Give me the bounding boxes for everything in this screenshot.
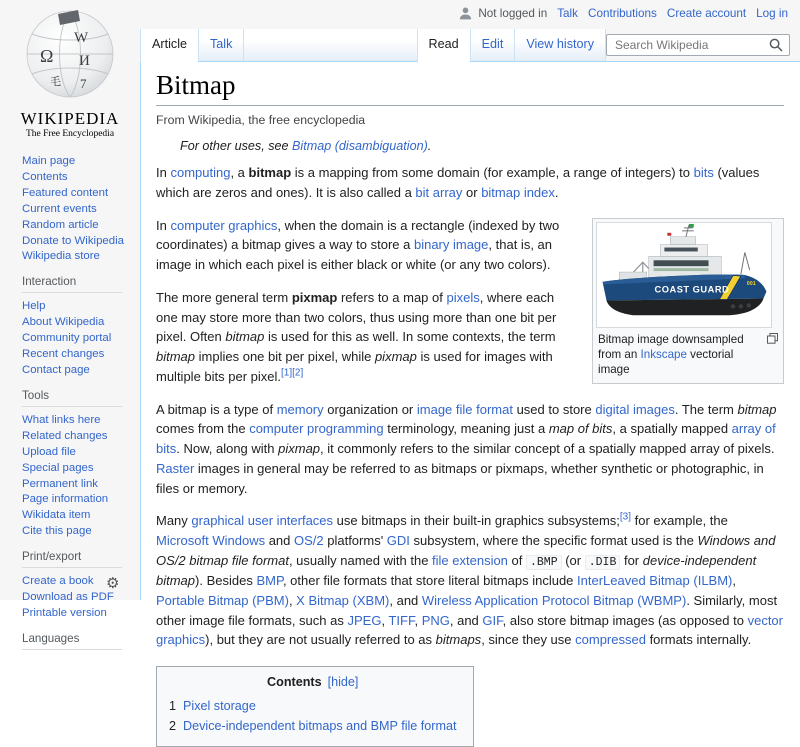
ship-hull-text: COAST GUARD [654,284,730,295]
toc [156,666,474,747]
sidebar-section [22,632,134,650]
text-segment: , it commonly refers to the similar concept of a spatially mapped array of pixels. [320,441,775,456]
paragraph [156,400,784,499]
text-segment: subsystem, where the specific format used is the [409,533,698,548]
text-link[interactable]: bitmap index [481,184,555,200]
sidebar-section-title: Languages [22,632,122,650]
tab-bar [140,29,800,62]
paragraph [156,163,784,203]
tab-view-history[interactable] [514,29,606,61]
text-link[interactable]: Wireless Application Protocol Bitmap (WBMP) [421,592,687,608]
toc-link-device-independent-bitmaps-and-bmp-file-format[interactable]: Device-independent bitmaps and BMP file format [183,719,457,734]
tab-label: View history [526,37,594,51]
sidebar-item [22,169,134,185]
globe-glyph: 7 [80,76,87,91]
text-segment: , that is, an image in which each pixel is either black or white (or any two colors). [156,237,552,272]
text-segment: bitmap [248,165,292,180]
text-segment: , [732,573,737,589]
sidebar-item [22,314,134,330]
text-segment: for [620,552,643,568]
personal-link-talk[interactable]: Talk [557,7,578,20]
text-link[interactable]: InterLeaved Bitmap (ILBM) [577,573,733,589]
text-segment: bitmaps [435,632,482,648]
text-segment: Windows and OS/2 bitmap file format [156,533,776,568]
sidebar-link-donate-to-wikipedia[interactable]: Donate to Wikipedia [22,234,124,247]
text-link[interactable]: JPEG [347,612,382,628]
text-link[interactable]: Microsoft Windows [156,533,266,548]
sidebar-item [22,248,134,264]
wikipedia-globe-icon [22,8,118,102]
text-segment: , usually named with the [288,552,433,568]
text-link[interactable]: Bitmap (disambiguation) [292,139,428,153]
text-link[interactable]: Portable Bitmap (PBM) [156,592,289,608]
text-link[interactable]: computer programming [249,421,384,437]
search-box [606,34,790,56]
text-segment: In [156,165,171,180]
globe-glyph: Ω [40,46,54,66]
text-link[interactable]: memory [276,401,324,417]
sidebar-link-download-as-pdf[interactable]: Download as PDF [22,591,114,604]
text-segment: .DIB [585,555,621,570]
personal-link-contributions[interactable]: Contributions [588,7,657,20]
sidebar-section [22,389,134,539]
text-segment: , [288,592,297,608]
logo-wordmark: WIKIPEDIA [20,109,120,128]
text-link[interactable]: X Bitmap (XBM) [296,592,390,608]
hatnote [156,139,784,153]
text-segment: use bitmaps in their built-in graphics subsystems; [333,513,620,529]
text-segment: , when the domain is a rectangle (indexed by two coordinates) a bitmap gives a way to store a [156,217,560,253]
sidebar-link-main-page[interactable]: Main page [22,155,76,167]
text-segment: The more general term [156,289,292,305]
wikipedia-logo[interactable] [0,0,140,139]
toc-header [169,675,457,689]
globe-glyph: 毛 [50,76,61,88]
ship-illustration [597,223,771,327]
toc-item [169,696,457,716]
sidebar [0,0,140,645]
text-segment: Bitmap image downsampled from an [598,332,744,361]
search-icon[interactable] [769,38,783,52]
text-segment: Many [156,513,192,529]
text-segment: map of bits [548,421,613,437]
tab-article[interactable] [140,29,198,62]
text-link[interactable]: GDI [386,533,410,548]
sidebar-item [22,476,134,492]
tab-label: Read [428,37,459,51]
sidebar-link-wikipedia-store[interactable]: Wikipedia store [22,250,100,263]
sidebar-link-page-information[interactable]: Page information [22,493,109,506]
sidebar-item [22,362,134,378]
text-segment: used to store [512,401,596,417]
language-settings-gear-icon[interactable]: ⚙ [106,575,120,592]
sidebar-link-current-events[interactable]: Current events [22,202,97,215]
toc-title: Contents [267,675,322,690]
enlarge-icon[interactable] [767,333,778,348]
sidebar-link-featured-content[interactable]: Featured content [22,186,109,199]
sidebar-item [22,346,134,362]
article-body [156,163,784,747]
text-segment: and [265,533,294,548]
sidebar-link-contents[interactable]: Contents [22,170,68,183]
sidebar-link-recent-changes[interactable]: Recent changes [22,348,105,361]
text-link[interactable]: OS/2 [294,533,324,548]
sidebar-link-cite-this-page[interactable]: Cite this page [22,525,92,538]
tab-label: Article [152,37,187,51]
text-segment: for example, the [631,513,728,529]
paragraph [156,511,784,650]
sidebar-link-community-portal[interactable]: Community portal [22,332,112,345]
reference-link[interactable]: [3] [619,511,632,523]
sidebar-item [22,298,134,314]
sidebar-link-special-pages[interactable]: Special pages [22,461,94,474]
text-link[interactable]: computer graphics [170,217,278,233]
text-link[interactable]: computing [170,165,231,180]
text-link[interactable]: compressed [575,632,646,648]
sidebar-link-contact-page[interactable]: Contact page [22,363,90,376]
text-link[interactable]: array of bits [156,421,776,456]
sidebar-nav [0,139,140,650]
globe-glyph: W [74,30,89,46]
text-segment: For other uses, see [180,139,292,153]
sidebar-item [22,217,134,233]
sidebar-item [22,460,134,476]
text-segment: . Now, along with [176,441,279,456]
coast-guard-ship-image[interactable] [596,222,772,328]
text-segment: platforms' [323,533,387,548]
text-segment: , and [389,592,422,608]
page-header [140,0,800,62]
text-segment: bitmap [225,329,265,345]
text-segment: , where each one may store more than two colors, thus using more than one bit per pixel. Often [156,289,557,345]
text-segment: pixmap [291,289,338,305]
text-segment: of [507,552,526,568]
text-segment: device-independent bitmap [156,552,757,589]
sidebar-link-create-a-book[interactable]: Create a book [22,575,94,588]
text-segment: formats internally. [645,632,752,648]
sidebar-item [22,330,134,346]
text-link[interactable]: image file format [416,401,513,417]
sidebar-link-wikidata-item[interactable]: Wikidata item [22,509,91,522]
tab-label: Edit [481,37,504,51]
text-segment: , and [449,612,483,628]
text-segment: images in general may be referred to as bitmaps or pixmaps, whether synthetic or photographic, in files or memory. [156,460,764,496]
sidebar-section [22,275,134,378]
tabs-left [140,29,417,61]
ship-bow-number: 001 [746,280,756,287]
text-segment: is a mapping from some domain (for example, a range of integers) to [291,165,694,180]
text-link[interactable]: digital images [595,401,675,417]
personal-link-log-in[interactable]: Log in [756,7,788,20]
search-input[interactable] [606,34,790,56]
text-segment: bitmap [156,349,196,364]
text-link[interactable]: PNG [421,612,450,628]
sidebar-link-what-links-here[interactable]: What links here [22,413,101,426]
sidebar-link-help[interactable]: Help [22,300,46,313]
personal-link-create-account[interactable]: Create account [666,7,747,20]
toc-list [169,696,457,736]
text-link[interactable]: bit array [415,184,463,200]
sidebar-section-title: Tools [22,389,122,407]
text-link[interactable]: bits [693,165,714,180]
reference-link[interactable]: [1] [281,367,293,379]
reference-link[interactable]: [2] [292,367,304,379]
sidebar-item [22,444,134,460]
text-segment: comes from the [156,421,250,437]
sidebar-item [22,412,134,428]
sidebar-link-permanent-link[interactable]: Permanent link [22,477,98,490]
text-segment: , [414,612,422,628]
text-segment: ). Besides [195,573,257,589]
sidebar-item [22,153,134,169]
text-segment: . The term [674,401,738,417]
text-link[interactable]: binary image [413,237,489,253]
sidebar-item [22,233,134,249]
sidebar-item [22,523,134,539]
text-segment: , since they use [481,632,576,648]
text-segment: or [462,184,482,200]
user-icon [459,7,472,20]
toc-link-pixel-storage[interactable]: Pixel storage [183,699,256,714]
sidebar-item [22,605,134,621]
tab-talk[interactable] [198,29,244,61]
toc-item-number: 1 [169,699,177,714]
sidebar-section-title: Print/export [22,550,122,568]
text-segment: terminology, meaning just a [383,421,549,437]
sidebar-item [22,201,134,217]
text-link[interactable]: GIF [482,612,503,628]
article-content [140,62,800,734]
toc-hide-link[interactable]: [hide] [327,675,359,690]
text-segment: In [156,217,171,233]
text-segment: pixmap [278,441,321,456]
text-segment: . [554,184,559,200]
globe-glyph: И [79,53,90,69]
text-segment: implies one bit per pixel, while [195,349,375,364]
site-subtitle: From Wikipedia, the free encyclopedia [156,113,366,127]
text-segment: .BMP [526,555,562,570]
sidebar-link-about-wikipedia[interactable]: About Wikipedia [22,316,105,329]
personal-bar [459,7,788,20]
caption-text [598,333,744,377]
sidebar-item [22,507,134,523]
text-segment: ), but they are not usually referred to as [205,632,436,648]
tabs-right [417,29,606,61]
sidebar-section [22,153,134,264]
toc-item-number: 2 [169,719,177,734]
text-segment: bitmap [737,401,777,417]
text-segment: refers to a map of [337,289,447,305]
text-segment: , [381,612,389,628]
sidebar-link-upload-file[interactable]: Upload file [22,445,76,458]
text-link[interactable]: BMP [256,573,283,589]
text-link[interactable]: file extension [432,552,508,568]
sidebar-link-printable-version[interactable]: Printable version [22,606,107,619]
thumbnail [592,218,784,384]
text-segment: (values which are zeros and ones). It is also called a [156,165,760,200]
sidebar-link-random-article[interactable]: Random article [22,218,99,231]
text-segment: , a spatially mapped [612,421,732,437]
text-link[interactable]: Raster [156,460,195,476]
tab-edit[interactable] [470,29,515,61]
text-segment: . [427,139,432,153]
text-segment: organization or [323,401,417,417]
text-segment: is used for images with multiple bits per pixel. [156,349,553,384]
text-link[interactable]: TIFF [388,612,415,628]
text-segment: pixmap [374,349,417,364]
text-segment: vectorial image [598,347,734,377]
text-segment: is used for this as well. In some contexts, the term [264,329,556,345]
text-segment: (or [561,552,585,568]
sidebar-item [22,491,134,507]
tab-label: Talk [210,37,233,51]
text-segment: , other file formats that store literal bitmaps include [282,573,578,589]
tab-read[interactable] [417,29,470,62]
text-link[interactable]: graphical user interfaces [191,513,334,529]
sidebar-item [22,428,134,444]
sidebar-section-title: Interaction [22,275,122,293]
page-title: Bitmap [156,70,784,106]
toc-item [169,716,457,736]
text-link[interactable]: Inkscape [640,347,687,361]
text-link[interactable]: pixels [446,289,480,305]
text-link[interactable]: vector graphics [156,612,783,648]
thumbnail-caption [596,328,780,380]
sidebar-link-related-changes[interactable]: Related changes [22,429,108,442]
text-segment: , also store bitmap images (as opposed to [502,612,748,628]
login-status: Not logged in [478,7,548,20]
text-segment: A bitmap is a type of [156,401,277,417]
text-segment: . Similarly, most other image file formats, such as [156,592,778,628]
text-segment: , a [230,165,249,180]
logo-tagline: The Free Encyclopedia [25,129,115,139]
sidebar-item [22,185,134,201]
